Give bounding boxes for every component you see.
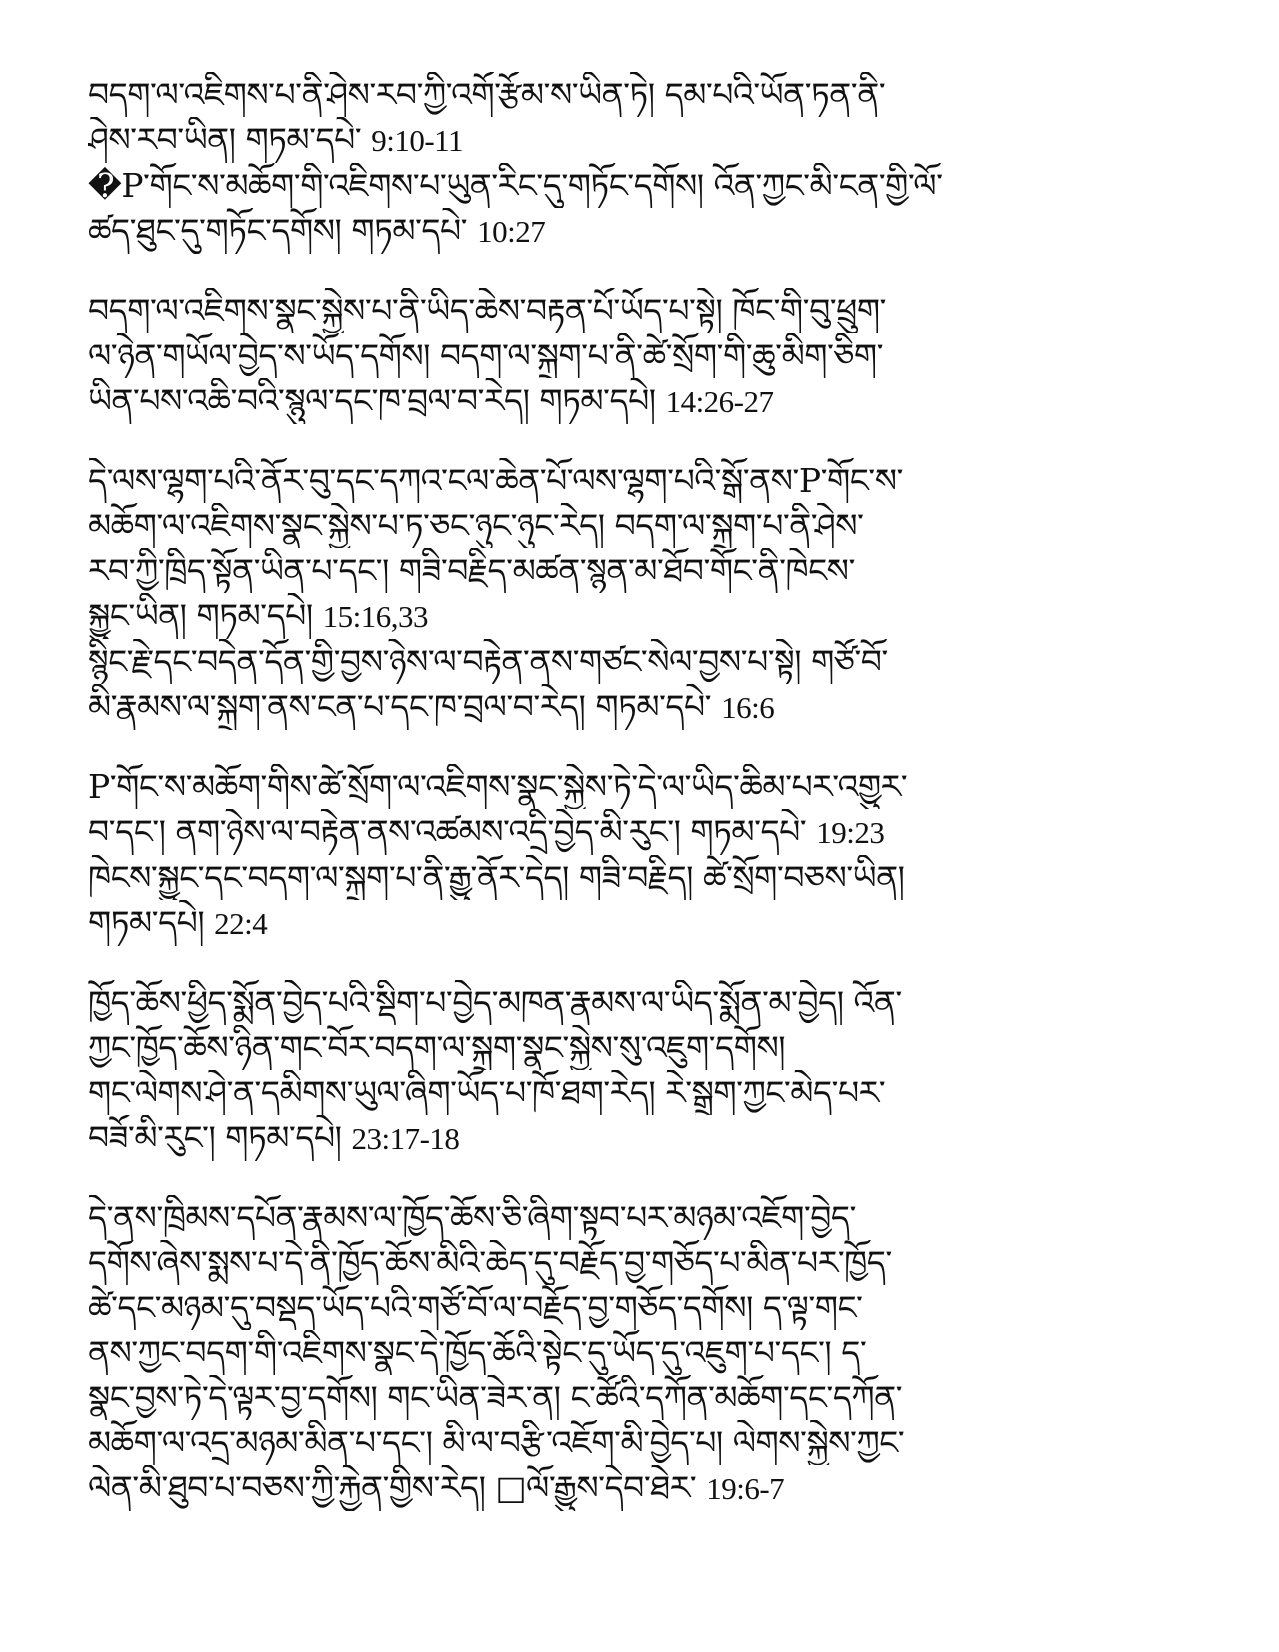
verse-block (88, 163, 1168, 254)
verse-line (88, 900, 1168, 946)
verse-line (88, 378, 1168, 424)
verse-block (88, 980, 1168, 1161)
verse-line: མཆོག་ལ་འདྲ་མཉམ་མིན་པ་དང་། མི་ལ་བརྩི་འཇོག་མི་བྱེད་པ། ལེགས་སྐྱེས་ཀྱང་ (88, 1423, 905, 1462)
verse-text: གཏམ་དཔེ། (88, 903, 205, 942)
verse-reference: 16:6 (721, 690, 775, 725)
verse-text: སྐྱུང་ཡིན། གཏམ་དཔེ། (88, 596, 313, 635)
verse-line: ལ་ཉེན་གཡོལ་བྱེད་ས་ཡོད་དགོས། བདག་ལ་སྐྲག་པ་ནི་ཚེ་སྲོག་གི་ཆུ་མིག་ཅིག་ (88, 336, 884, 375)
verse-block (88, 72, 1168, 163)
verse-reference: 14:26-27 (665, 384, 774, 419)
verse-reference: 19:6-7 (706, 1471, 785, 1506)
verse-line: དེ་ནས་ཁྲིམས་དཔོན་རྣམས་ལ་ཁྱོད་ཆོས་ཅི་ཞིག་སྟབ་པར་མཉམ་འཇོག་བྱེད་ (88, 1198, 856, 1237)
verse-line (88, 208, 1168, 254)
verse-text: ལེན་མི་ཐུབ་པ་བཅས་ཀྱི་རྐྱེན་གྱིས་རེད། □ལོ་རྒྱུས་དེབ་ཐེར་ (88, 1468, 697, 1507)
verse-line: �P་གོང་ས་མཆོག་གི་འཇིགས་པ་ཡུན་རིང་དུ་གཏོང་དགོས། འོན་ཀྱང་མི་ངན་གྱི་ལོ་ (88, 166, 943, 205)
verse-line: གང་ལེགས་ཤེ་ན་དམིགས་ཡུལ་ཞིག་ཡོད་པ་ཁོ་ཐག་རེད། རེ་སྒྲུག་ཀྱང་མེད་པར་ (88, 1073, 886, 1112)
verse-line: ཁྱོད་ཆོས་ཕྱིད་སྨོན་བྱེད་པའི་སྡིག་པ་བྱེད་མཁན་རྣམས་ལ་ཡིད་སྨོན་མ་བྱེད། འོན་ (88, 983, 902, 1022)
verse-line: ཁེངས་སྐྱུང་དང་བདག་ལ་སྐྲག་པ་ནི་རྒྱུ་ནོར་དེད། གཟི་བརྗིད། ཚེ་སྲོག་བཅས་ཡིན། (88, 858, 905, 897)
verse-line: སྙིང་རྗེ་དང་བདེན་དོན་གྱི་བྱས་ཉེས་ལ་བརྟེན་ནས་གཙང་སེལ་བྱས་པ་སྟེ། གཙོ་བོ་ (88, 642, 888, 681)
verse-line: P་གོང་ས་མཆོག་གིས་ཚེ་སྲོག་ལ་འཇིགས་སྣང་སྐྱེས་ཏེ་དེ་ལ་ཡིད་ཆིམ་པར་འགྱུར་ (88, 767, 908, 806)
verse-line: ཚེ་དང་མཉམ་དུ་བསྡད་ཡོད་པའི་གཙོ་བོ་ལ་བརྗོད་བྱ་གཅོད་དགོས། ད་ལྟ་གང་ (88, 1288, 863, 1327)
verse-line (88, 1115, 1168, 1161)
verse-reference: 10:27 (477, 214, 546, 249)
verse-line: སྣང་བྱས་ཏེ་དེ་ལྟར་བྱ་དགོས། གང་ཡིན་ཟེར་ན། ང་ཚོའི་དཀོན་མཆོག་དང་དཀོན་ (88, 1378, 903, 1417)
verse-line: དགོས་ཞེས་སྨས་པ་དེ་ནི་ཁྱོད་ཆོས་མིའི་ཆེད་དུ་བརྗོད་བྱ་གཅོད་པ་མིན་པར་ཁྱོད་ (88, 1243, 892, 1282)
verse-block (88, 458, 1168, 639)
verse-line: མཆོག་ལ་འཇིགས་སྣང་སྐྱེས་པ་ཏ་ཅང་ཉུང་ཉུང་རེད། བདག་ལ་སྐྲག་པ་ནི་ཤེས་ (88, 506, 864, 545)
verse-text: ཚད་ཐུང་དུ་གཏོང་དགོས། གཏམ་དཔེ་ (88, 211, 468, 250)
verse-line: དེ་ལས་ལྷག་པའི་ནོར་བུ་དང་དཀའ་ངལ་ཆེན་པོ་ལས་ལྷག་པའི་སྒོ་ནས་P་གོང་ས་ (88, 461, 903, 500)
document-page (88, 72, 1168, 1511)
verse-block (88, 855, 1168, 946)
verse-block (88, 764, 1168, 855)
verse-line (88, 684, 1168, 730)
verse-text: མི་རྣམས་ལ་སྐྲག་ནས་ངན་པ་དང་ཁ་བྲལ་བ་རེད། གཏམ་དཔེ་ (88, 687, 712, 726)
verse-block (88, 1195, 1168, 1511)
verse-line: ཀྱང་ཁྱོད་ཆོས་ཉིན་གང་བོར་བདག་ལ་སྐྲག་སྣང་སྐྱེས་སུ་འཇུག་དགོས། (88, 1028, 786, 1067)
verse-reference: 19:23 (816, 815, 885, 850)
verse-text: ཡིན་པས་འཆི་བའི་སྙུལ་དང་ཁ་བྲལ་བ་རེད། གཏམ་དཔེ། (88, 381, 656, 420)
verse-block (88, 288, 1168, 424)
verse-reference: 15:16,33 (322, 599, 429, 634)
verse-reference: 22:4 (214, 906, 268, 941)
verse-line: བདག་ལ་འཇིགས་སྣང་སྐྱེས་པ་ནི་ཡིད་ཆེས་བརྟན་པོ་ཡོད་པ་སྟེ། ཁོང་གི་བུ་ཕྲུག་ (88, 291, 886, 330)
verse-block (88, 639, 1168, 730)
verse-line: བདག་ལ་འཇིགས་པ་ནི་ཤེས་རབ་ཀྱི་འགོ་རྩོམ་ས་ཡིན་ཏེ། དམ་པའི་ཡོན་ཏན་ནི་ (88, 75, 886, 114)
verse-line (88, 1465, 1168, 1511)
verse-text: བཟོ་མི་རུང་། གཏམ་དཔེ། (88, 1118, 342, 1157)
verse-line (88, 593, 1168, 639)
verse-line: ནས་ཀྱང་བདག་གི་འཇིགས་སྣང་དེ་ཁྱོད་ཆོའི་སྟེང་དུ་ཡོད་དུ་འཇུག་པ་དང་། ད་ (88, 1333, 867, 1372)
verse-reference: 9:10-11 (371, 123, 464, 158)
verse-line: རབ་ཀྱི་ཁྲིད་སྟོན་ཡིན་པ་དང་། གཟི་བརྗིད་མཚན་སྙན་མ་ཐོབ་གོང་ནི་ཁེངས་ (88, 551, 855, 590)
verse-text: བ་དང་། ནག་ཉེས་ལ་བརྟེན་ནས་འཚམས་འདྲི་བྱེད་མི་རུང་། གཏམ་དཔེ་ (88, 812, 807, 851)
verse-line (88, 809, 1168, 855)
verse-text: ཤེས་རབ་ཡིན། གཏམ་དཔེ་ (88, 120, 362, 159)
verse-line (88, 117, 1168, 163)
verse-reference: 23:17-18 (351, 1121, 460, 1156)
